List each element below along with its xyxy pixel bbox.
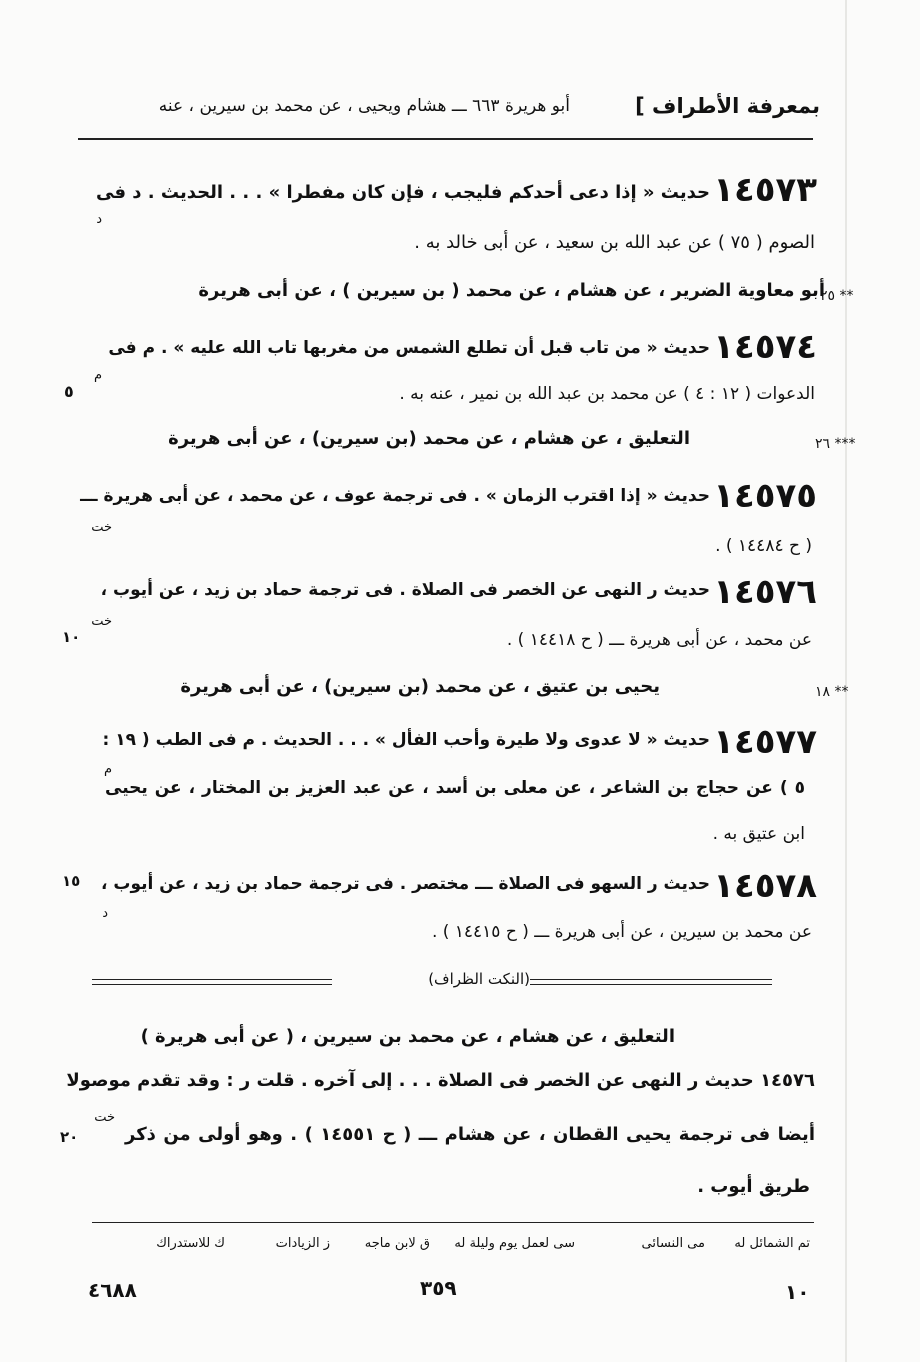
section-title: (النكت الظراف): [428, 970, 530, 988]
hadith-number: ١٤٥٧٨: [713, 866, 817, 906]
footer-abbrev: ق لابن ماجه: [364, 1236, 430, 1251]
entry-line: الصوم ( ٧٥ ) عن عبد الله بن سعيد ، عن أبى خالد به .: [414, 232, 815, 253]
footer-abbrev: تم الشمائل له: [734, 1236, 810, 1251]
hadith-number: ١٤٥٧٦: [713, 572, 817, 612]
hadith-number: ١٤٥٧٥: [713, 476, 817, 516]
chain-margin-number: ١٨ **: [815, 684, 849, 700]
chain-margin-number: ٢٥ **: [820, 288, 854, 304]
source-siglum: م: [103, 762, 112, 777]
entry-line: حديث « من تاب قبل أن تطلع الشمس من مغربها تاب الله عليه » . م فى: [108, 338, 710, 358]
source-siglum: د: [102, 906, 108, 921]
source-siglum: د: [96, 212, 102, 227]
chain-heading: يحيى بن عتيق ، عن محمد (بن سيرين) ، عن أبى هريرة: [180, 676, 660, 697]
entry-line: عن محمد ، عن أبى هريرة ـــ ( ح ١٤٤١٨ ) .: [506, 630, 812, 650]
divider-line: [530, 984, 772, 985]
divider-line: [92, 979, 332, 980]
chain-margin-number: ٢٦ ***: [815, 436, 856, 452]
nukat-line: طريق أيوب .: [697, 1176, 810, 1197]
code-number: ٤٦٨٨: [88, 1278, 137, 1302]
nukat-chain: التعليق ، عن هشام ، عن محمد بن سيرين ، ( عن أبى هريرة ): [140, 1026, 675, 1047]
entry-line: حديث « إذا اقترب الزمان » . فى ترجمة عوف ، عن محمد ، عن أبى هريرة ـــ: [80, 486, 710, 506]
entry-line: عن محمد بن سيرين ، عن أبى هريرة ـــ ( ح ١٤٤١٥ ) .: [431, 922, 812, 942]
entry-line: الدعوات ( ١٢ : ٤ ) عن محمد بن عبد الله بن نمير ، عنه به .: [399, 384, 815, 404]
source-siglum: م: [93, 368, 102, 383]
source-siglum: خت: [91, 520, 112, 535]
line-number-5: ٥: [64, 382, 74, 401]
header-rule: [78, 138, 813, 140]
entry-line: ٥ ) عن حجاج بن الشاعر ، عن معلى بن أسد ، عن عبد العزيز بن المختار ، عن يحيى: [105, 778, 805, 798]
source-siglum: خت: [94, 1110, 115, 1125]
hadith-number: ١٤٥٧٧: [713, 722, 817, 762]
entry-line: حديث « لا عدوى ولا طيرة وأحب الفأل » . . . الحديث . م فى الطب ( ١٩ :: [102, 730, 710, 750]
header-running-title: أبو هريرة ٦٦٣ ـــ هشام ويحيى ، عن محمد بن سيرين ، عنه: [158, 96, 570, 116]
entry-line: حديث ﺭ السهو فى الصلاة ـــ مختصر . فى ترجمة حماد بن زيد ، عن أيوب ،: [101, 874, 710, 894]
footer-abbrev: ز الزيادات: [275, 1236, 330, 1251]
page-number: ٣٥٩: [420, 1276, 457, 1300]
header-book-title: بمعرفة الأطراف ]: [635, 94, 820, 118]
entry-line: ابن عتيق به .: [712, 824, 805, 844]
chain-heading: التعليق ، عن هشام ، عن محمد (بن سيرين) ، عن أبى هريرة: [168, 428, 690, 449]
entry-line: ( ح ١٤٤٨٤ ) .: [715, 536, 812, 556]
divider-line: [530, 979, 772, 980]
line-number-10: ١٠: [62, 628, 81, 646]
footer-rule: [92, 1222, 814, 1223]
divider-line: [92, 984, 332, 985]
entry-line: حديث « إذا دعى أحدكم فليجب ، فإن كان مفطرا » . . . الحديث . د فى: [96, 182, 710, 203]
line-number-15: ١٥: [62, 872, 81, 890]
chain-heading: أبو معاوية الضرير ، عن هشام ، عن محمد ( بن سيرين ) ، عن أبى هريرة: [198, 280, 825, 301]
footer-abbrev: سى لعمل يوم وليلة له: [454, 1236, 575, 1251]
nukat-line: أيضا فى ترجمة يحيى القطان ، عن هشام ـــ ( ح ١٤٥٥١ ) . وهو أولى من ذكر: [125, 1124, 815, 1145]
footer-abbrev: مى النسائى: [641, 1236, 705, 1251]
entry-line: حديث ﺭ النهى عن الخصر فى الصلاة . فى ترجمة حماد بن زيد ، عن أيوب ،: [100, 580, 710, 600]
footer-abbrev: ك للاستدراك: [156, 1236, 225, 1251]
line-number-20: ٢٠: [60, 1128, 79, 1146]
hadith-number: ١٤٥٧٣: [713, 170, 817, 210]
nukat-line: ١٤٥٧٦ حديث ﺭ النهى عن الخصر فى الصلاة . . . إلى آخره . قلت ﺭ : وقد تقدم موصولا: [66, 1070, 815, 1091]
hadith-number: ١٤٥٧٤: [713, 327, 817, 367]
page-edge-shadow: [845, 0, 847, 1362]
source-siglum: خت: [91, 614, 112, 629]
volume-number: ١٠: [785, 1280, 810, 1304]
